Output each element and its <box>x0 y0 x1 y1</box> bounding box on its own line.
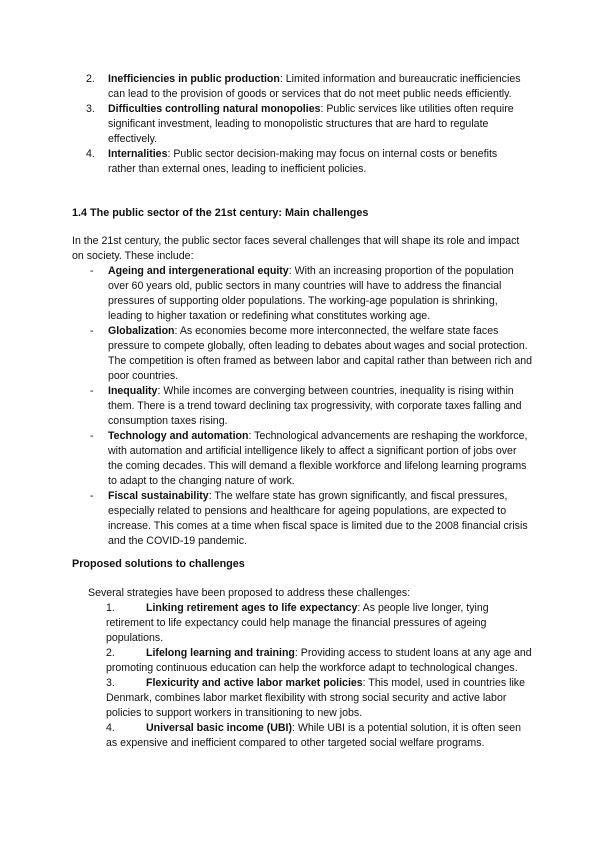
challenge-term: Globalization <box>108 325 175 337</box>
market-failures-list <box>86 72 526 177</box>
list-text: : Limited information and bureaucratic inefficiencies can lead to the provision of goods or services that do not meet public needs efficiently. <box>108 73 521 100</box>
solution-text: : This model, used in countries like Denmark, combines labor market flexibility with strong social security and active labor policies to support workers in transitioning to new jobs. <box>106 677 525 719</box>
solutions-intro: Several strategies have been proposed to address these challenges: <box>88 587 411 599</box>
challenge-item <box>86 264 532 324</box>
list-item <box>86 72 526 102</box>
solutions-heading: Proposed solutions to challenges <box>72 558 245 570</box>
list-number: 4. <box>86 148 95 160</box>
bullet-dash: - <box>90 430 94 442</box>
challenge-text: : As economies become more interconnected, the welfare state faces pressure to compete globally, often leading to debates about wages and social protection. The competition is often framed as between labor and capital rather than between rich and poor countries. <box>108 325 533 382</box>
challenge-term: Fiscal sustainability <box>108 490 209 502</box>
list-number: 3. <box>86 103 95 115</box>
solution-item <box>106 721 532 751</box>
challenge-item <box>86 384 532 429</box>
bullet-dash: - <box>90 265 94 277</box>
challenge-text: : The welfare state has grown significantly, and fiscal pressures, especially related to pensions and healthcare for ageing populations, are expected to increase. This comes at a time when fiscal space is limited due to the 2008 financial crisis and the COVID-19 pandemic. <box>108 490 528 547</box>
bullet-dash: - <box>90 325 94 337</box>
list-text: : Public sector decision-making may focus on internal costs or benefits rather than external ones, leading to inefficient policies. <box>108 148 498 175</box>
list-term: Internalities <box>108 148 168 160</box>
challenge-text: : While incomes are converging between countries, inequality is rising within them. There is a trend toward declining tax progressivity, with corporate taxes falling and consumption taxes rising. <box>108 385 522 427</box>
solution-item <box>106 676 532 721</box>
challenge-term: Technology and automation <box>108 430 249 442</box>
solution-text: : As people live longer, tying retirement to life expectancy could help manage the financial pressures of ageing populations. <box>106 602 489 644</box>
solution-term: Universal basic income (UBI) <box>146 722 293 734</box>
solution-term: Lifelong learning and training <box>146 647 295 659</box>
list-item <box>86 147 526 177</box>
section-heading: 1.4 The public sector of the 21st century: Main challenges <box>72 207 369 219</box>
challenge-item <box>86 324 532 384</box>
list-text: : Public services like utilities often require significant investment, leading to monopolistic structures that are hard to regulate effectively. <box>108 103 514 145</box>
list-term: Inefficiencies in public production <box>108 73 280 85</box>
list-item <box>86 102 526 147</box>
solution-number: 3. <box>106 677 115 689</box>
solution-term: Flexicurity and active labor market policies <box>146 677 363 689</box>
solution-term: Linking retirement ages to life expectancy <box>146 602 358 614</box>
solution-text: : While UBI is a potential solution, it is often seen as expensive and inefficient compared to other targeted social welfare programs. <box>106 722 522 749</box>
challenge-term: Ageing and intergenerational equity <box>108 265 289 277</box>
solutions-list <box>106 601 532 751</box>
list-term: Difficulties controlling natural monopolies <box>108 103 321 115</box>
challenges-list <box>86 264 532 549</box>
challenge-text: : Technological advancements are reshaping the workforce, with automation and artificial intelligence likely to affect a significant portion of jobs over the coming decades. This will demand a flexible workforce and lifelong learning programs to adapt to the changing nature of work. <box>108 430 528 487</box>
solution-item <box>106 601 532 646</box>
challenge-item <box>86 489 532 549</box>
bullet-dash: - <box>90 490 94 502</box>
solution-number: 1. <box>106 602 115 614</box>
bullet-dash: - <box>90 385 94 397</box>
challenge-text: : With an increasing proportion of the population over 60 years old, public sectors in many countries will have to address the financial pressures of supporting older populations. The working-age population is shrinking, leading to higher taxation or redefining what constitutes working age. <box>108 265 514 322</box>
solution-number: 2. <box>106 647 115 659</box>
list-number: 2. <box>86 73 95 85</box>
challenge-term: Inequality <box>108 385 158 397</box>
solution-item <box>106 646 532 676</box>
solution-number: 4. <box>106 722 115 734</box>
challenge-item <box>86 429 532 489</box>
intro-paragraph: In the 21st century, the public sector faces several challenges that will shape its role and impact on society. These include: <box>72 235 520 262</box>
solution-text: : Providing access to student loans at any age and promoting continuous education can help the workforce adapt to technological changes. <box>106 647 532 674</box>
